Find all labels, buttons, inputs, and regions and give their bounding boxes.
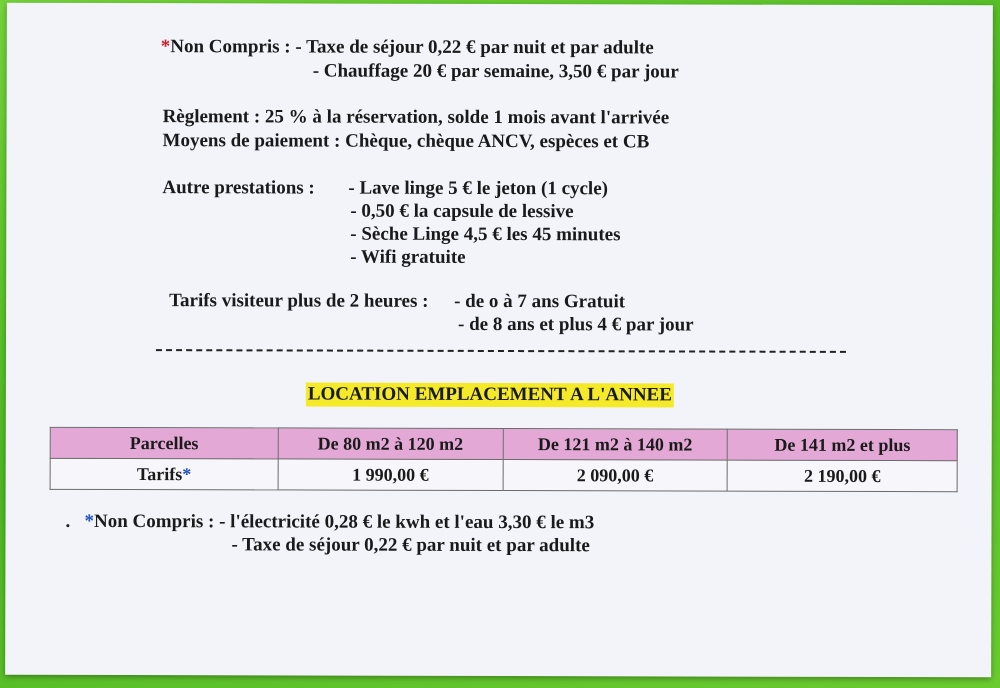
asterisk-marker: * [84,510,95,532]
header-parcelles: Parcelles [50,427,278,459]
non-compris-label: Non Compris : [170,36,291,58]
annual-location-title: LOCATION EMPLACEMENT A L'ANNEE [306,382,674,407]
price-141-plus: 2 190,00 € [727,460,957,492]
table-row [50,458,957,491]
chauffage-line: - Chauffage 20 € par semaine, 3,50 € par jour [312,60,679,83]
visiteur-label: Tarifs visiteur plus de 2 heures : [169,290,429,312]
visiteur-payant-line: - de 8 ans et plus 4 € par jour [458,313,694,336]
dashed-divider [156,349,846,353]
non-compris-heading [161,36,654,59]
printed-sheet [5,3,993,678]
non-compris-label: Non Compris : [93,510,215,533]
prestation-item-seche-linge: - Sèche Linge 4,5 € les 45 minutes [350,223,621,246]
visiteur-gratuit-line: - de o à 7 ans Gratuit [454,290,626,313]
reglement-line: Règlement : 25 % à la réservation, solde 1 mois avant l'arrivée [162,106,670,129]
bullet-dot: . [65,510,71,532]
non-compris-annual-heading [65,511,594,534]
prestation-item-wifi: - Wifi gratuite [350,246,466,268]
moyens-paiement-line: Moyens de paiement : Chèque, chèque ANCV, espèces et CB [162,130,650,153]
taxe-sejour-line: - Taxe de séjour 0,22 € par nuit et par adulte [295,36,654,59]
tarifs-label: Tarifs [136,463,183,484]
header-141-plus: De 141 m2 et plus [727,429,957,461]
row-label-tarifs [50,458,278,490]
header-121-140: De 121 m2 à 140 m2 [503,429,728,461]
prestation-item-capsule: - 0,50 € la capsule de lessive [350,200,574,223]
taxe-sejour-annual-line: - Taxe de séjour 0,22 € par nuit et par adulte [231,534,590,557]
electricite-eau-line: - l'électricité 0,28 € le kwh et l'eau 3,30 € le m3 [219,511,595,534]
asterisk-marker: * [160,36,171,58]
price-80-120: 1 990,00 € [278,459,503,491]
asterisk-marker: * [182,463,192,484]
annual-rates-table [50,427,958,492]
prestation-item-lave-linge: - Lave linge 5 € le jeton (1 cycle) [348,177,609,200]
table-header-row [50,427,957,460]
prestations-label: Autre prestations : [162,177,315,199]
header-80-120: De 80 m2 à 120 m2 [278,428,503,460]
price-121-140: 2 090,00 € [503,460,728,492]
